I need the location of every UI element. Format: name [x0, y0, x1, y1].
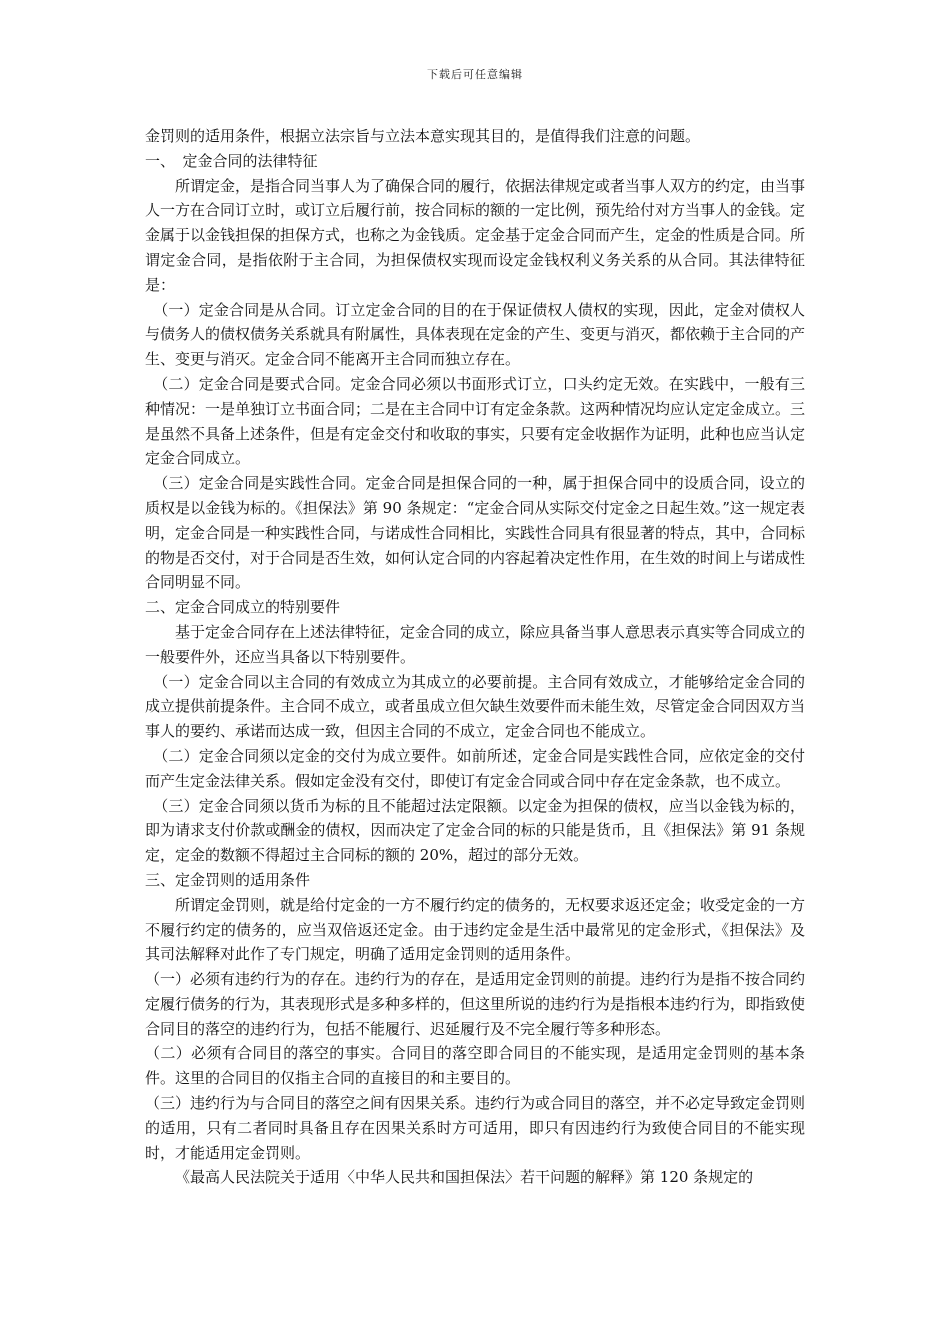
list-item: （三）违约行为与合同目的落空之间有因果关系。违约行为或合同目的落空，并不必定导致定金罚则的适用，只有二者同时具备且存在因果关系时方可适用，即只有因违约行为致使合同目的不能实现时，才能适用定金罚则。 [145, 1094, 806, 1162]
page-header: 下载后可任意编辑 [427, 68, 523, 81]
paragraph: 所谓定金罚则，就是给付定金的一方不履行约定的债务的，无权要求返还定金；收受定金的一方不履行约定的债务的，应当双倍返还定金。由于违约定金是生活中最常见的定金形式，《担保法》及其司法解释对此作了专门规定，明确了适用定金罚则的适用条件。 [145, 895, 806, 964]
paragraph: 所谓定金，是指合同当事人为了确保合同的履行，依据法律规定或者当事人双方的约定，由当事人一方在合同订立时，或订立后履行前，按合同标的额的一定比例，预先给付对方当事人的金钱。定金属于以金钱担保的担保方式，也称之为金钱质。定金基于定金合同而产生，定金的性质是合同。所谓定金合同，是指依附于主合同，为担保债权实现而设定金钱权利义务关系的从合同。其法律特征是： [145, 176, 806, 294]
section-heading-2: 二、定金合同成立的特别要件 [145, 598, 341, 617]
list-item: （一）必须有违约行为的存在。违约行为的存在，是适用定金罚则的前提。违约行为是指不按合同约定履行债务的行为，其表现形式是多种多样的，但这里所说的违约行为是指根本违约行为，即指致使合同目的落空的违约行为，包括不能履行、迟延履行及不完全履行等多种形态。 [145, 970, 806, 1038]
paragraph-intro: 金罚则的适用条件，根据立法宗旨与立法本意实现其目的，是值得我们注意的问题。 [145, 127, 701, 145]
list-item: （一）定金合同以主合同的有效成立为其成立的必要前提。主合同有效成立，才能够给定金合同的成立提供前提条件。主合同不成立，或者虽成立但欠缺生效要件而未能生效，尽管定金合同因双方当事人的要约、承诺而达成一致，但因主合同的不成立，定金合同也不能成立。 [145, 672, 806, 741]
document-body [145, 124, 805, 1190]
list-item: （二）定金合同须以定金的交付为成立要件。如前所述，定金合同是实践性合同，应依定金的交付而产生定金法律关系。假如定金没有交付，即使订有定金合同或合同中存在定金条款，也不成立。 [145, 746, 805, 790]
list-item: （二）必须有合同目的落空的事实。合同目的落空即合同目的不能实现，是适用定金罚则的基本条件。这里的合同目的仅指主合同的直接目的和主要目的。 [145, 1044, 805, 1088]
section-heading-3: 三、定金罚则的适用条件 [145, 870, 311, 889]
section-heading-1: 一、 定金合同的法律特征 [145, 151, 318, 170]
list-item: （一）定金合同是从合同。订立定金合同的目的在于保证债权人债权的实现，因此，定金对债权人与债务人的债权债务关系就具有附属性，具体表现在定金的产生、变更与消灭，都依赖于主合同的产生、变更与消灭。定金合同不能离开主合同而独立存在。 [145, 300, 806, 369]
list-item: （三）定金合同是实践性合同。定金合同是担保合同的一种，属于担保合同中的设质合同，设立的质权是以金钱为标的。《担保法》第 90 条规定：“定金合同从实际交付定金之日起生效。”这一规定表明，定金合同是一种实践性合同，与诺成性合同相比，实践性合同具有很显著的特点，其中，合同标的物是否交付，对于合同是否生效，如何认定合同的内容起着决定性作用，在生效的时间上与诺成性合同明显不同。 [145, 474, 806, 592]
paragraph: 《最高人民法院关于适用〈中华人民共和国担保法〉若干问题的解释》第 120 条规定的 [175, 1168, 754, 1187]
list-item: （三）定金合同须以货币为标的且不能超过法定限额。以定金为担保的债权，应当以金钱为标的，即为请求支付价款或酬金的债权，因而决定了定金合同的标的只能是货币，且《担保法》第 91 条规定，定金的数额不得超过主合同标的额的 20%，超过的部分无效。 [145, 796, 805, 865]
list-item: （二）定金合同是要式合同。定金合同必须以书面形式订立，口头约定无效。在实践中，一般有三种情况：一是单独订立书面合同；二是在主合同中订有定金条款。这两种情况均应认定定金成立。三是虽然不具备上述条件，但是有定金交付和收取的事实，只要有定金收据作为证明，此种也应当认定定金合同成立。 [145, 374, 806, 468]
paragraph: 基于定金合同存在上述法律特征，定金合同的成立，除应具备当事人意思表示真实等合同成立的一般要件外，还应当具备以下特别要件。 [145, 622, 806, 666]
